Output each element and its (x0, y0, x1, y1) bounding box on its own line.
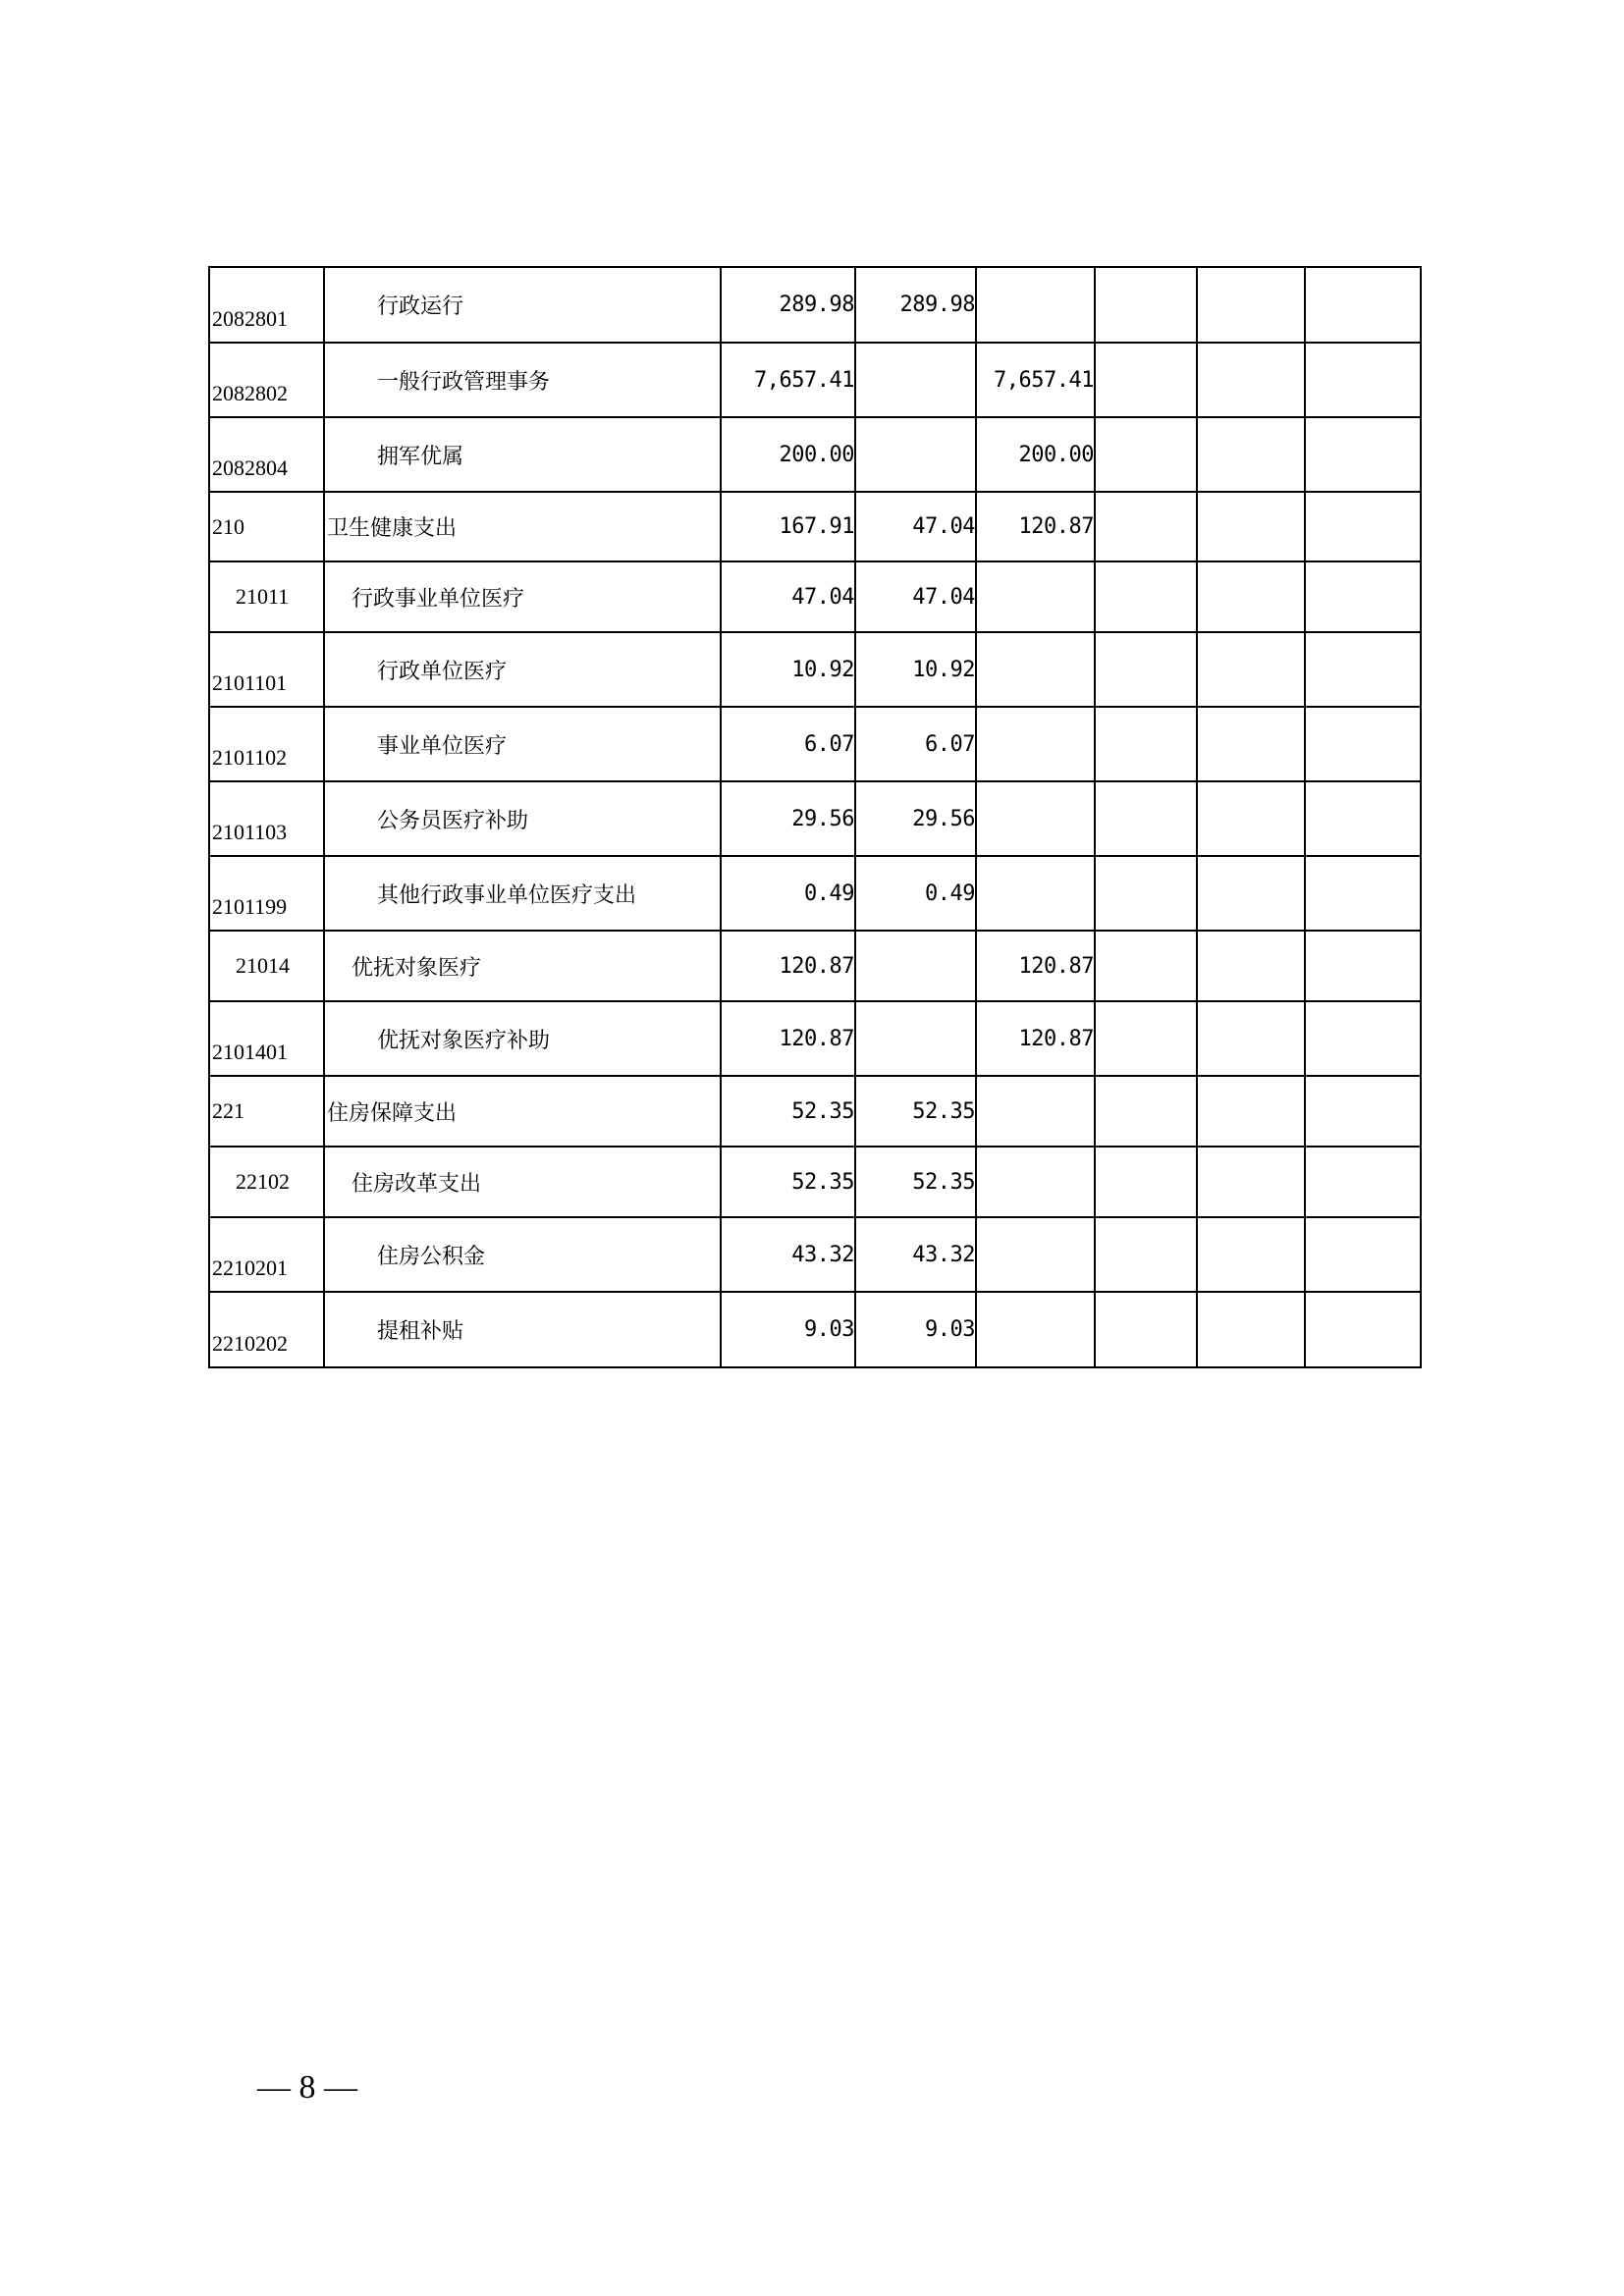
table-row (209, 632, 1421, 707)
cell-col6 (1305, 931, 1421, 1001)
cell-code: 221 (209, 1076, 324, 1147)
cell-col5 (1197, 1076, 1305, 1147)
table-row (209, 561, 1421, 632)
cell-col5 (1197, 1292, 1305, 1367)
cell-name: 卫生健康支出 (324, 492, 721, 561)
cell-project (976, 1076, 1095, 1147)
cell-basic: 52.35 (855, 1076, 976, 1147)
cell-col4 (1095, 343, 1197, 417)
cell-col6 (1305, 632, 1421, 707)
cell-project (976, 856, 1095, 931)
table-row (209, 417, 1421, 492)
cell-basic: 52.35 (855, 1147, 976, 1217)
cell-name: 行政事业单位医疗 (324, 561, 721, 632)
table-row (209, 1147, 1421, 1217)
cell-col4 (1095, 1147, 1197, 1217)
budget-expenditure-table (208, 266, 1422, 1368)
table-row (209, 343, 1421, 417)
cell-col6 (1305, 561, 1421, 632)
cell-basic: 47.04 (855, 561, 976, 632)
cell-col5 (1197, 561, 1305, 632)
cell-total: 52.35 (721, 1147, 855, 1217)
cell-col6 (1305, 1076, 1421, 1147)
cell-name: 行政运行 (324, 267, 721, 343)
cell-col6 (1305, 1217, 1421, 1292)
cell-basic (855, 1001, 976, 1076)
cell-basic: 9.03 (855, 1292, 976, 1367)
cell-total: 9.03 (721, 1292, 855, 1367)
cell-basic: 289.98 (855, 267, 976, 343)
cell-code: 21014 (209, 931, 324, 1001)
cell-col5 (1197, 267, 1305, 343)
cell-total: 167.91 (721, 492, 855, 561)
cell-col6 (1305, 781, 1421, 856)
cell-name: 住房改革支出 (324, 1147, 721, 1217)
cell-project (976, 632, 1095, 707)
cell-code: 2210202 (209, 1292, 324, 1367)
cell-col4 (1095, 492, 1197, 561)
table-row (209, 707, 1421, 781)
cell-basic: 0.49 (855, 856, 976, 931)
page-number: — 8 — (257, 2069, 357, 2106)
cell-name: 优抚对象医疗补助 (324, 1001, 721, 1076)
cell-total: 120.87 (721, 931, 855, 1001)
cell-col6 (1305, 492, 1421, 561)
cell-code: 210 (209, 492, 324, 561)
cell-code: 2101103 (209, 781, 324, 856)
cell-col4 (1095, 1292, 1197, 1367)
cell-code: 2082801 (209, 267, 324, 343)
cell-name: 住房保障支出 (324, 1076, 721, 1147)
cell-col5 (1197, 856, 1305, 931)
cell-project (976, 561, 1095, 632)
cell-col6 (1305, 1001, 1421, 1076)
cell-project: 120.87 (976, 1001, 1095, 1076)
table-row (209, 492, 1421, 561)
cell-name: 事业单位医疗 (324, 707, 721, 781)
cell-col4 (1095, 856, 1197, 931)
cell-total: 7,657.41 (721, 343, 855, 417)
cell-code: 2210201 (209, 1217, 324, 1292)
cell-project: 120.87 (976, 931, 1095, 1001)
cell-project (976, 1217, 1095, 1292)
cell-total: 289.98 (721, 267, 855, 343)
cell-col6 (1305, 707, 1421, 781)
cell-col5 (1197, 632, 1305, 707)
table-row (209, 856, 1421, 931)
table-row (209, 267, 1421, 343)
cell-total: 43.32 (721, 1217, 855, 1292)
cell-total: 47.04 (721, 561, 855, 632)
cell-total: 6.07 (721, 707, 855, 781)
cell-col4 (1095, 417, 1197, 492)
cell-name: 一般行政管理事务 (324, 343, 721, 417)
table-row (209, 1001, 1421, 1076)
cell-col4 (1095, 931, 1197, 1001)
cell-project (976, 1292, 1095, 1367)
cell-code: 2082802 (209, 343, 324, 417)
cell-basic (855, 931, 976, 1001)
cell-basic: 29.56 (855, 781, 976, 856)
cell-col4 (1095, 1076, 1197, 1147)
cell-col5 (1197, 931, 1305, 1001)
cell-code: 22102 (209, 1147, 324, 1217)
cell-project (976, 781, 1095, 856)
cell-name: 提租补贴 (324, 1292, 721, 1367)
table-body (209, 267, 1421, 1367)
cell-basic: 47.04 (855, 492, 976, 561)
cell-col4 (1095, 707, 1197, 781)
cell-col5 (1197, 1217, 1305, 1292)
cell-col5 (1197, 417, 1305, 492)
cell-col4 (1095, 781, 1197, 856)
cell-col6 (1305, 267, 1421, 343)
cell-col5 (1197, 781, 1305, 856)
cell-name: 优抚对象医疗 (324, 931, 721, 1001)
cell-code: 2101101 (209, 632, 324, 707)
table-row (209, 931, 1421, 1001)
cell-col5 (1197, 343, 1305, 417)
cell-basic: 43.32 (855, 1217, 976, 1292)
cell-total: 120.87 (721, 1001, 855, 1076)
cell-col5 (1197, 1147, 1305, 1217)
cell-project (976, 1147, 1095, 1217)
table-row (209, 1217, 1421, 1292)
cell-col4 (1095, 1001, 1197, 1076)
cell-total: 29.56 (721, 781, 855, 856)
cell-total: 52.35 (721, 1076, 855, 1147)
table-row (209, 781, 1421, 856)
cell-project: 7,657.41 (976, 343, 1095, 417)
cell-col6 (1305, 417, 1421, 492)
cell-col5 (1197, 492, 1305, 561)
cell-code: 2101401 (209, 1001, 324, 1076)
cell-col6 (1305, 856, 1421, 931)
cell-total: 10.92 (721, 632, 855, 707)
cell-project: 200.00 (976, 417, 1095, 492)
cell-basic: 10.92 (855, 632, 976, 707)
cell-code: 2082804 (209, 417, 324, 492)
cell-col6 (1305, 343, 1421, 417)
cell-total: 200.00 (721, 417, 855, 492)
cell-name: 住房公积金 (324, 1217, 721, 1292)
cell-basic (855, 417, 976, 492)
cell-col5 (1197, 707, 1305, 781)
cell-code: 21011 (209, 561, 324, 632)
cell-total: 0.49 (721, 856, 855, 931)
cell-col4 (1095, 561, 1197, 632)
cell-name: 其他行政事业单位医疗支出 (324, 856, 721, 931)
cell-basic: 6.07 (855, 707, 976, 781)
cell-project: 120.87 (976, 492, 1095, 561)
cell-code: 2101199 (209, 856, 324, 931)
cell-col4 (1095, 1217, 1197, 1292)
cell-name: 拥军优属 (324, 417, 721, 492)
cell-col4 (1095, 632, 1197, 707)
cell-basic (855, 343, 976, 417)
cell-code: 2101102 (209, 707, 324, 781)
cell-project (976, 707, 1095, 781)
cell-col4 (1095, 267, 1197, 343)
cell-name: 行政单位医疗 (324, 632, 721, 707)
cell-project (976, 267, 1095, 343)
table-row (209, 1292, 1421, 1367)
cell-col6 (1305, 1292, 1421, 1367)
cell-name: 公务员医疗补助 (324, 781, 721, 856)
cell-col6 (1305, 1147, 1421, 1217)
table-row (209, 1076, 1421, 1147)
cell-col5 (1197, 1001, 1305, 1076)
